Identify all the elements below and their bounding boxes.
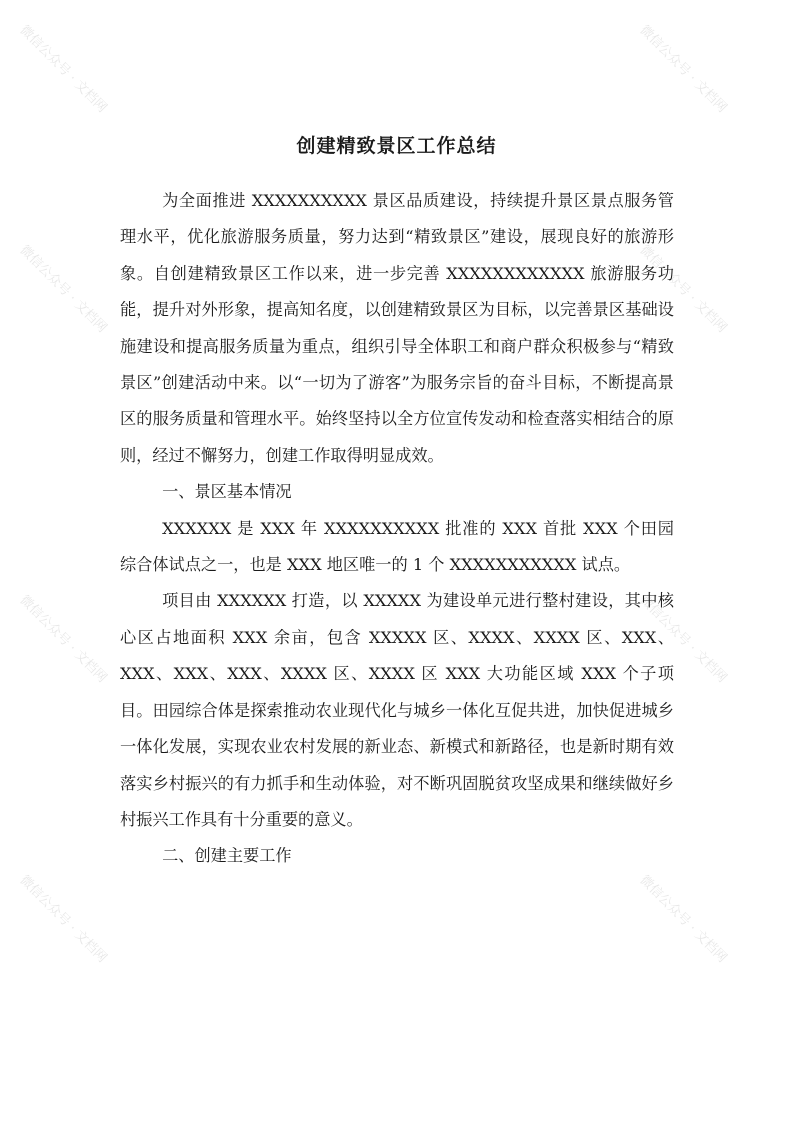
section-paragraph: XXXXXX 是 XXX 年 XXXXXXXXXX 批准的 XXX 首批 XXX 个田园综合体试点之一，也是 XXX 地区唯一的 1 个 XXXXXXXXXXX 试点。: [120, 518, 674, 575]
section-paragraph: 项目由 XXXXXX 打造，以 XXXXX 为建设单元进行整村建设，其中核心区占地面积 XXX 余亩，包含 XXXXX 区、XXXX、XXXX 区、XXX、XXX、XXX、XXX、XXXX 区、XXXX 区 XXX 大功能区域 XXX 个子项目。田园综合体是探索推动农业现代化与城乡一体化互促共进，加快促进城乡一体化发展，实现农业农村发展的新业态、新模式和新路径，也是新时期有效落实乡村振兴的有力抓手和生动体验，对不断巩固脱贫攻坚成果和继续做好乡村振兴工作具有十分重要的意义。: [120, 591, 674, 829]
section-heading: 一、景区基本情况: [162, 482, 292, 502]
watermark: 微信公众号 · 文档网: [636, 872, 730, 966]
section-heading: 二、创建主要工作: [162, 846, 292, 866]
watermark: 微信公众号 · 文档网: [16, 242, 110, 336]
watermark: 微信公众号 · 文档网: [16, 592, 110, 686]
watermark: 微信公众号 · 文档网: [636, 592, 730, 686]
watermark: 微信公众号 · 文档网: [636, 22, 730, 116]
watermark: 微信公众号 · 文档网: [16, 872, 110, 966]
document-body: [120, 183, 674, 875]
intro-paragraph: 为全面推进 XXXXXXXXXX 景区品质建设，持续提升景区景点服务管理水平，优化旅游服务质量，努力达到“精致景区”建设，展现良好的旅游形象。自创建精致景区工作以来，进一步完善 XXXXXXXXXXXX 旅游服务功能，提升对外形象，提高知名度，以创建精致景区为目标，以完善景区基础设施建设和提高服务质量为重点，组织引导全体职工和商户群众积极参与“精致景区”创建活动中来。以“一切为了游客”为服务宗旨的奋斗目标，不断提高景区的服务质量和管理水平。始终坚持以全方位宣传发动和检查落实相结合的原则，经过不懈努力，创建工作取得明显成效。: [120, 191, 674, 465]
document-title: 创建精致景区工作总结: [296, 135, 497, 157]
watermark: 微信公众号 · 文档网: [636, 242, 730, 336]
watermark: 微信公众号 · 文档网: [16, 22, 110, 116]
